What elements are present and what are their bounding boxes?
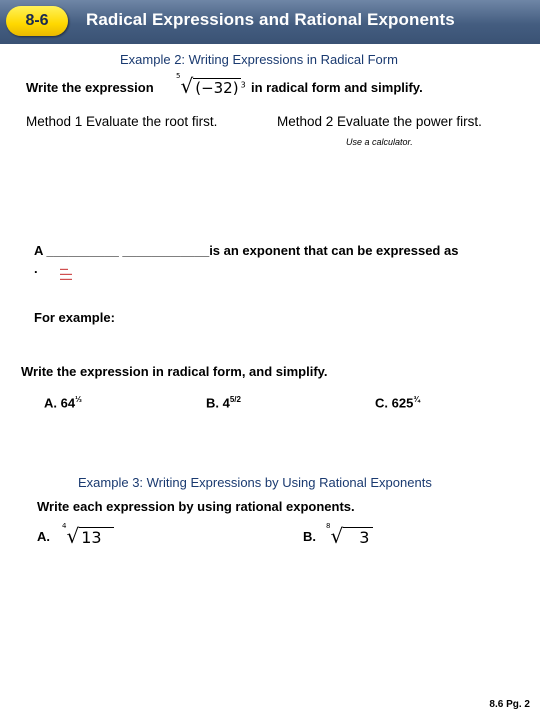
header-bar: [0, 0, 540, 44]
method2: Method 2 Evaluate the power first.: [277, 114, 482, 129]
page-title: Radical Expressions and Rational Exponents: [86, 10, 455, 29]
problem-c-exponent: ¾: [413, 395, 420, 404]
page-number: 8.6 Pg. 2: [489, 699, 530, 710]
problem-a: [44, 395, 82, 410]
method1: Method 1 Evaluate the root first.: [26, 114, 218, 129]
exponent: 3: [240, 80, 246, 90]
problem-a-exponent: ⅓: [75, 395, 82, 404]
radicand: 3: [343, 527, 373, 547]
problem-c-label: C.: [375, 395, 388, 411]
example3-b-label: B.: [303, 529, 316, 544]
problem-b-exponent: 5/2: [229, 395, 241, 404]
radical-sign-icon: √: [180, 74, 194, 98]
definition-line2: .: [34, 261, 38, 276]
radicand: 13: [79, 527, 113, 547]
example2-heading: Example 2: Writing Expressions in Radical Form: [120, 52, 398, 67]
radicand: (−32): [195, 79, 239, 97]
problem-a-label: A.: [44, 395, 57, 411]
problem-c-base: 625: [391, 395, 414, 411]
radical-index: 4: [62, 522, 67, 530]
radical-sign-icon: √: [66, 524, 80, 548]
problem-b: [206, 395, 241, 410]
radical-index: 5: [176, 72, 181, 80]
example2-prompt-end: in radical form and simplify.: [251, 80, 423, 95]
radical-sign-icon: √: [330, 524, 344, 548]
example3-a-expression: [62, 524, 114, 548]
problem-c: [375, 395, 420, 410]
example2-expression: [176, 74, 246, 98]
example3-instruction: Write each expression by using rational exponents.: [37, 499, 355, 514]
problem-b-base: 4: [222, 395, 230, 411]
for-example-label: For example:: [34, 310, 115, 325]
tiny-annotation-mark: ▬▬ ▬▬▬ ▬▬▬: [60, 266, 72, 281]
example3-heading: Example 3: Writing Expressions by Using Rational Exponents: [78, 475, 432, 490]
example3-b-expression: [326, 524, 373, 548]
definition-line1: A __________ ____________is an exponent that can be expressed as: [34, 243, 459, 258]
example2-prompt-start: Write the expression: [26, 80, 154, 95]
problem-b-label: B.: [206, 395, 219, 411]
section-badge: 8-6: [6, 6, 68, 36]
instruction: Write the expression in radical form, and simplify.: [21, 364, 328, 379]
calculator-note: Use a calculator.: [346, 137, 413, 147]
radical-index: 8: [326, 522, 331, 530]
example3-a-label: A.: [37, 529, 50, 544]
problem-a-base: 64: [60, 395, 76, 411]
